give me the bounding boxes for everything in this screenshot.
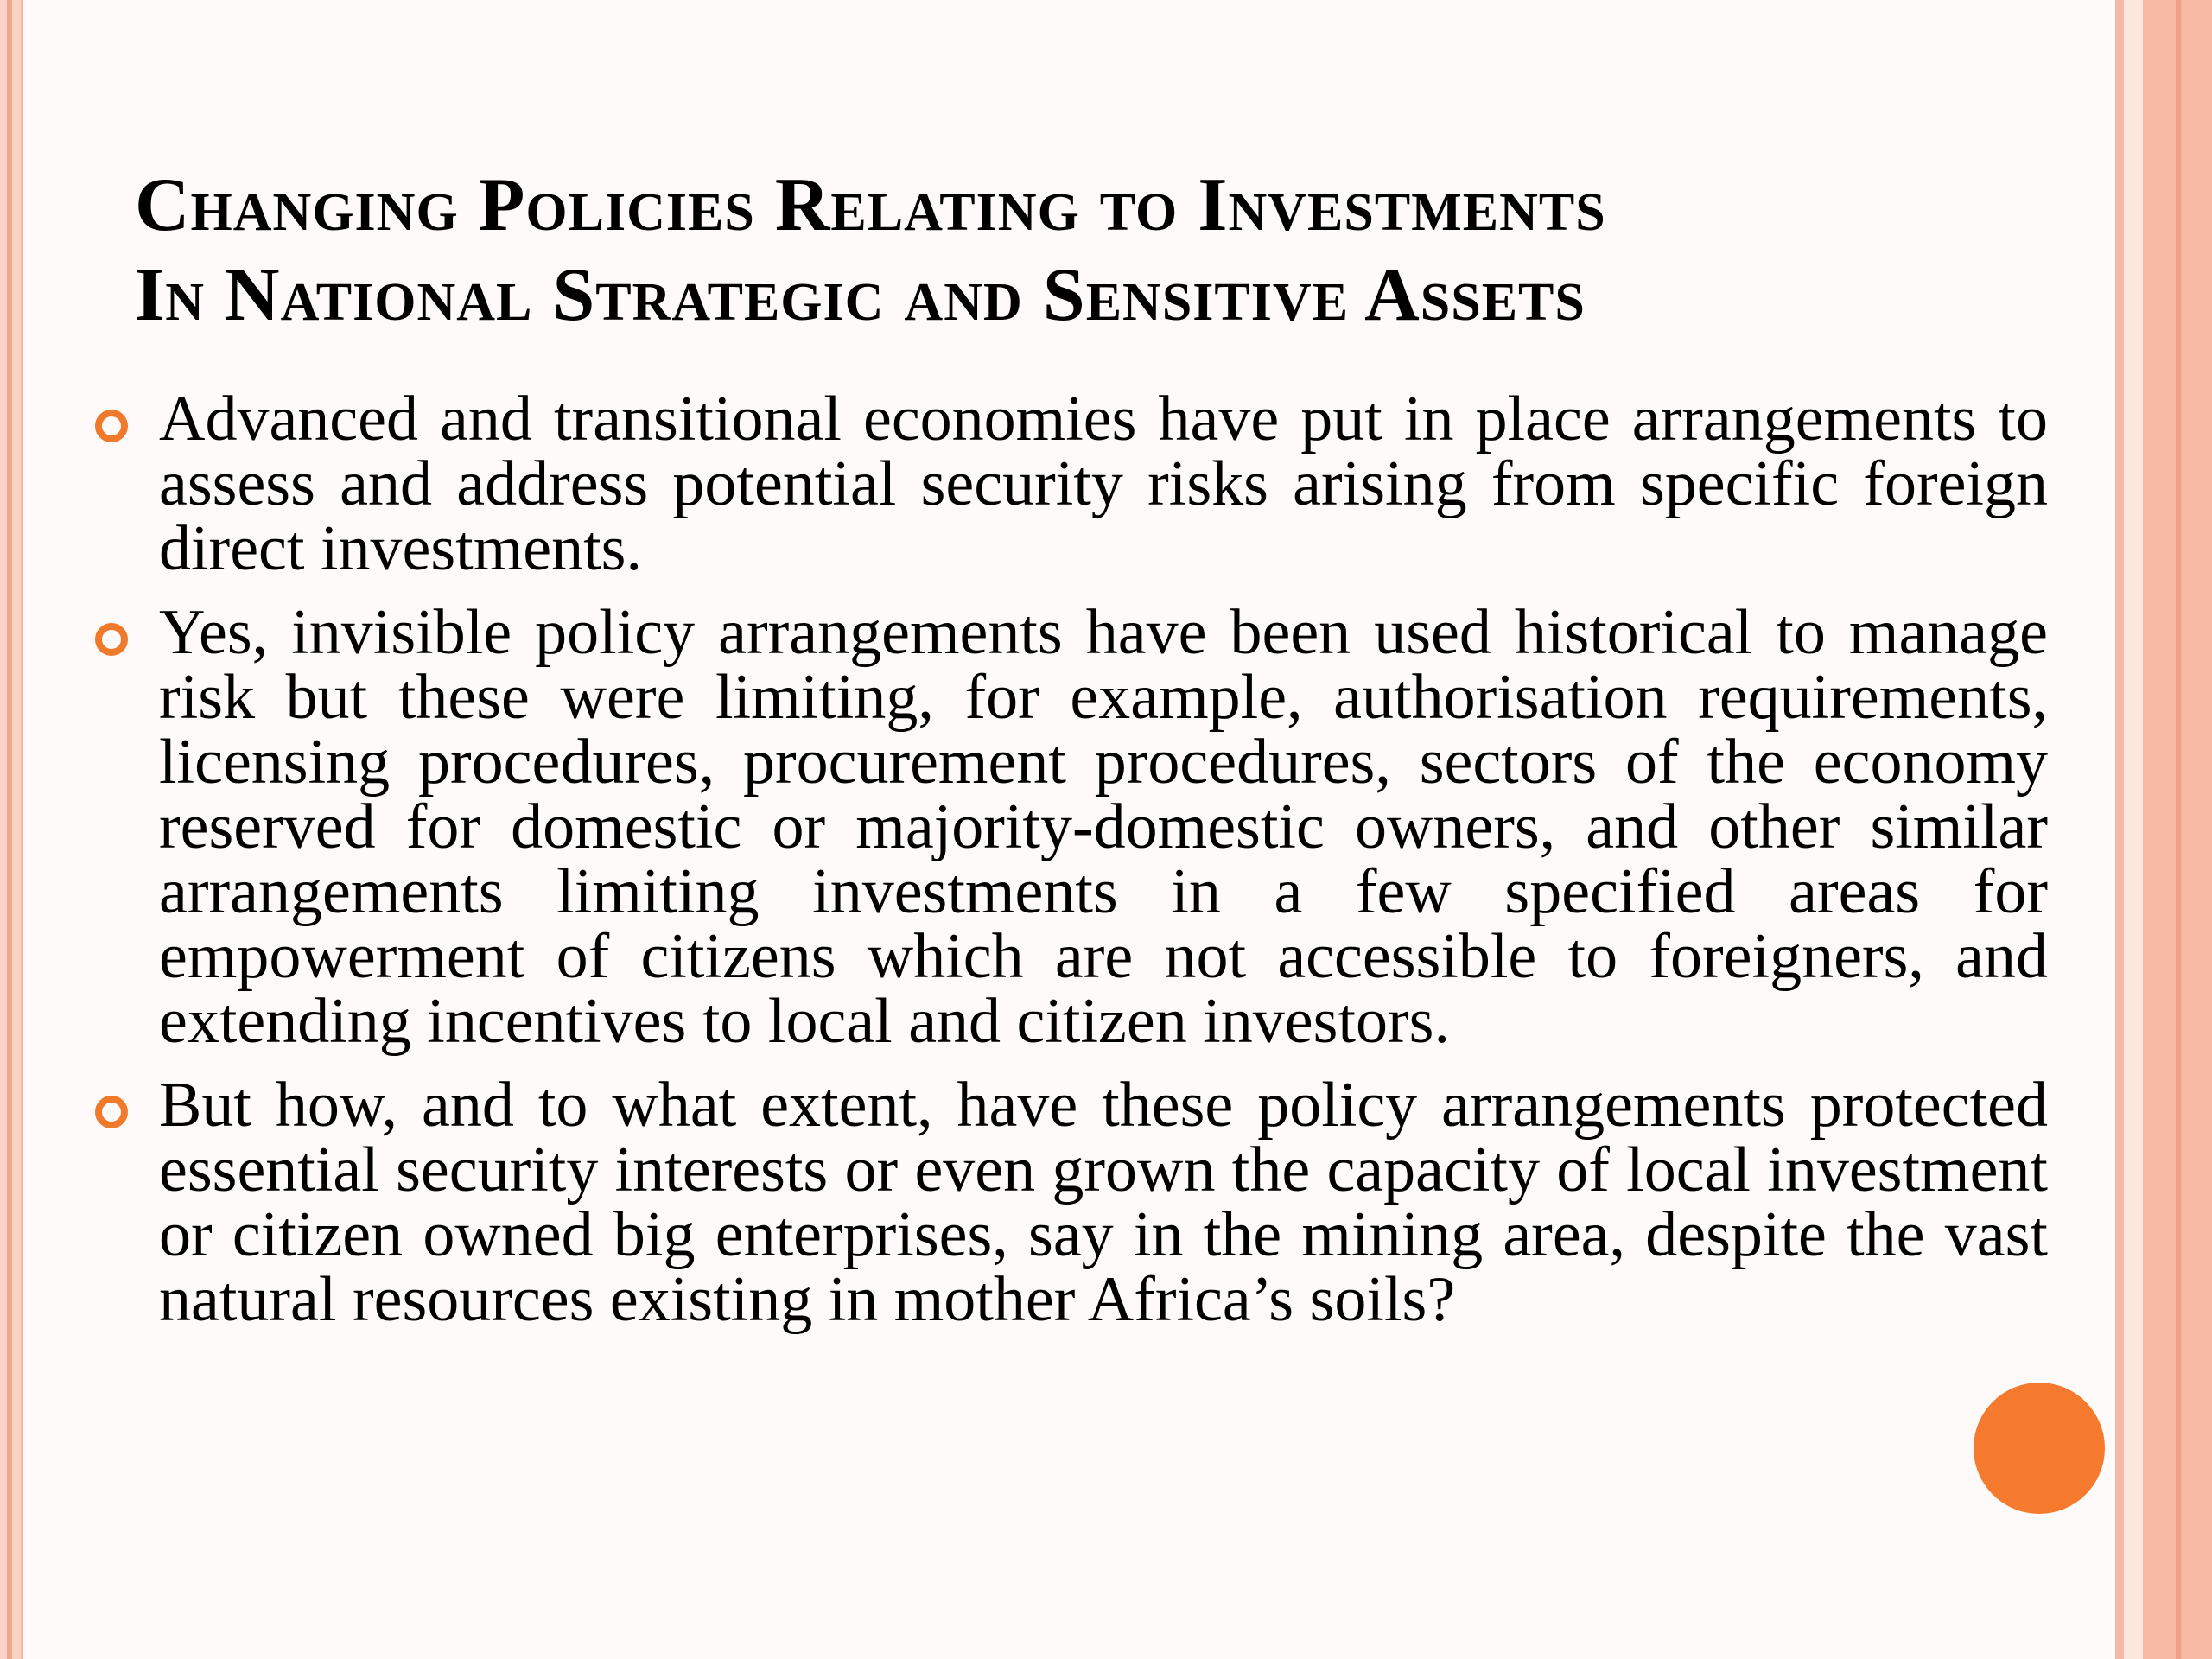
hollow-circle-icon [95, 1096, 128, 1128]
right-border-accent-line [2176, 0, 2181, 1659]
hollow-circle-icon [95, 410, 128, 442]
bullet-item [95, 1070, 2048, 1335]
bullet-text: Advanced and transitional economies have put in place arrangements to assess and address potential security risks arising from specific foreign direct investments. [159, 384, 2048, 584]
bullet-item [95, 384, 2048, 584]
slide-title-line-2: In National Strategic and Sensitive Assets [135, 253, 1586, 337]
right-border-line-1 [2115, 0, 2124, 1659]
bullet-text: Yes, invisible policy arrangements have been used historical to manage risk but these were limiting, for example, authorisation requirements, licensing procedures, procurement procedures, sectors of the economy reserved for domestic or majority-domestic owners, and other similar arrangements limiting investments in a few specified areas for empowerment of citizens which are not accessible to foreigners, and extending incentives to local and citizen investors. [159, 597, 2048, 1057]
bullet-item [95, 597, 2048, 1057]
left-border-inner-line [7, 0, 12, 1659]
hollow-circle-icon [95, 623, 128, 656]
right-border-band [2152, 0, 2212, 1659]
bullet-text: But how, and to what extent, have these policy arrangements protected essential security interests or even grown the capacity of local investment or citizen owned big enterprises, say in the mining area, despite the vast natural resources existing in mother Africa’s soils? [159, 1070, 2048, 1335]
left-border-decoration [0, 0, 23, 1659]
right-border-gap [2124, 0, 2143, 1659]
slide-title-line-1: Changing Policies Relating to Investments [135, 163, 1606, 247]
orange-dot-icon [1974, 1382, 2105, 1514]
bullet-list [95, 384, 2048, 1351]
right-border-line-2 [2143, 0, 2152, 1659]
slide-title [135, 161, 2079, 340]
